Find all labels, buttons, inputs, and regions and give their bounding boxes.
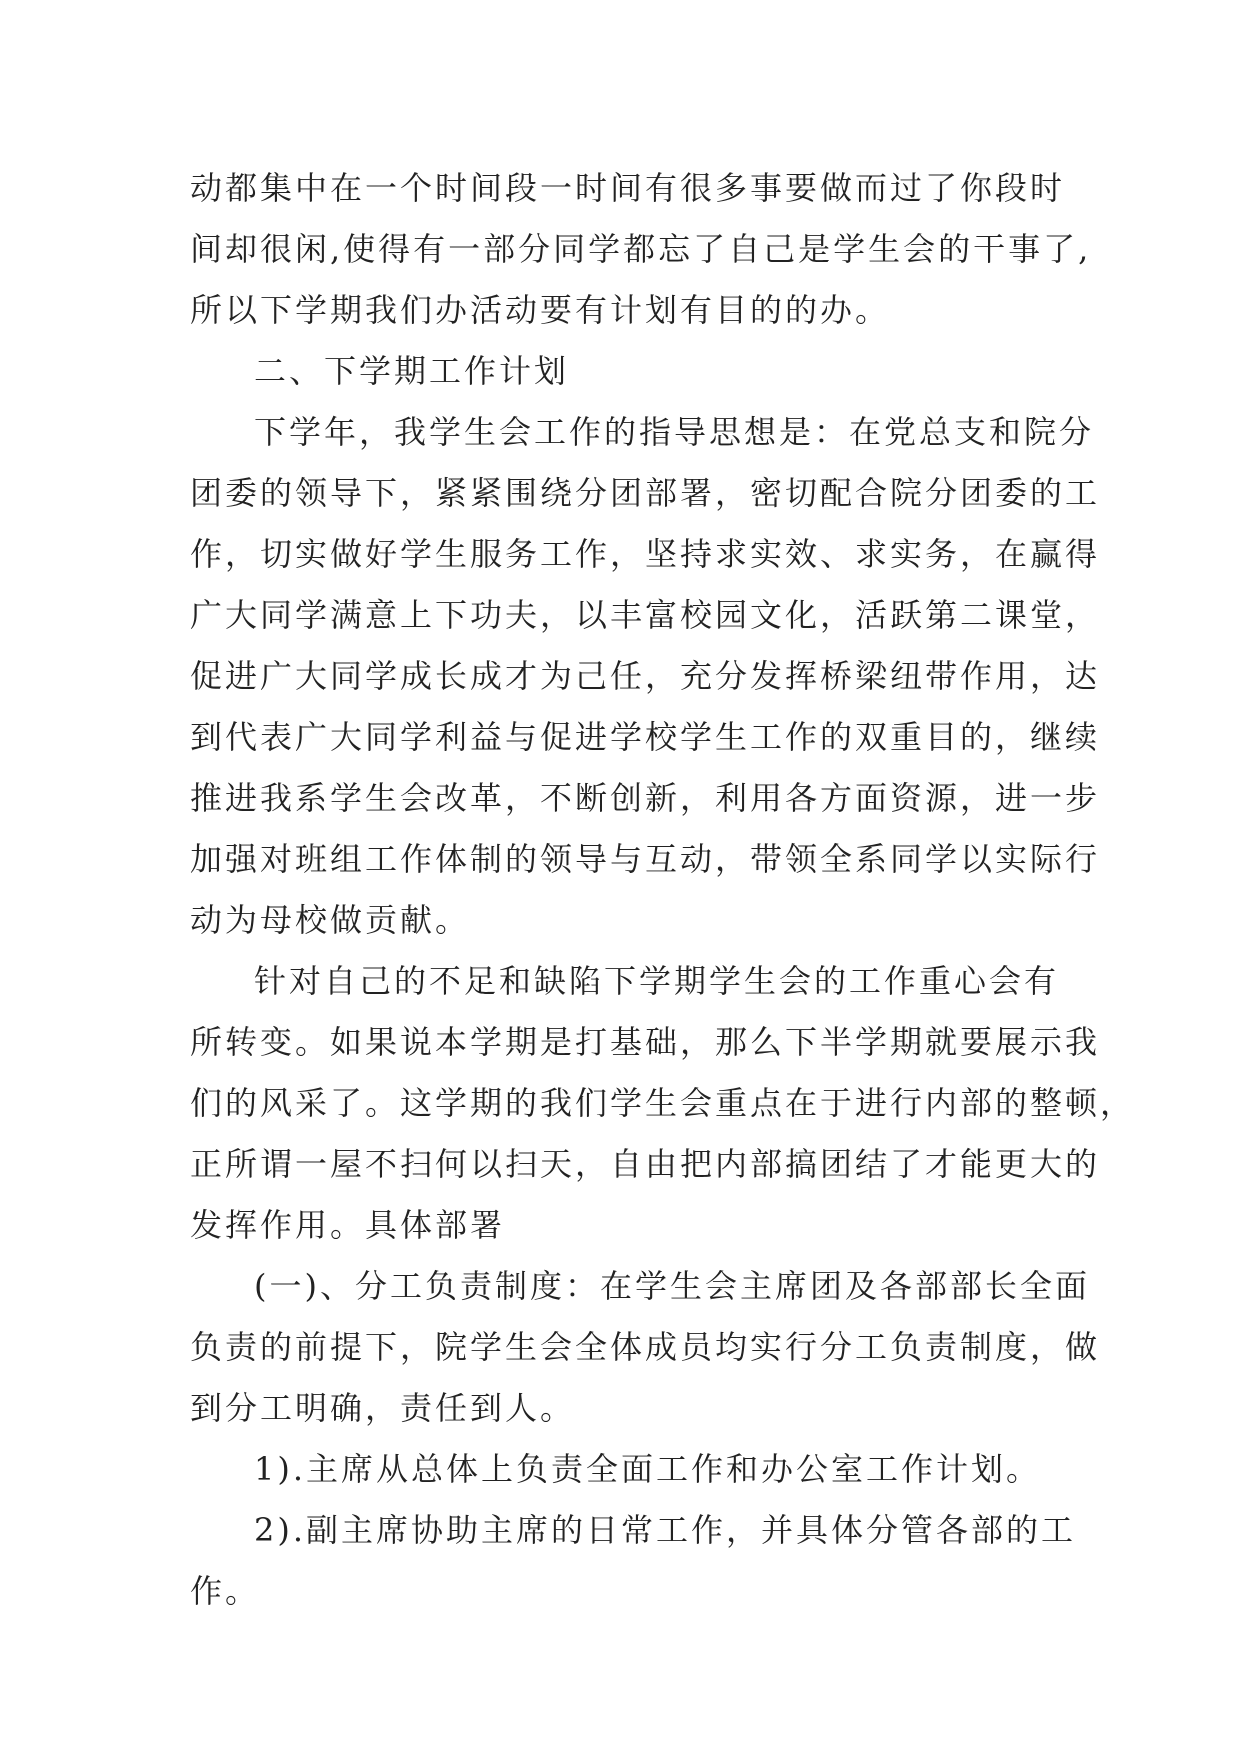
text-line: 下学年，我学生会工作的指导思想是：在党总支和院分 [254,413,1095,451]
document-body [190,158,1136,1622]
text-line: 负责的前提下，院学生会全体成员均实行分工负责制度，做 [190,1328,1101,1366]
text-line: 们的风采了。这学期的我们学生会重点在于进行内部的整顿， [190,1084,1136,1122]
paragraph-division-of-labor [190,1256,1101,1439]
text-line: 到代表广大同学利益与促进学校学生工作的双重目的，继续 [190,718,1101,756]
text-line: 所转变。如果说本学期是打基础，那么下半学期就要展示我 [190,1023,1101,1061]
text-line: 1).主席从总体上负责全面工作和办公室工作计划。 [254,1450,1042,1488]
text-line: 针对自己的不足和缺陷下学期学生会的工作重心会有 [254,962,1060,1000]
text-line: 动都集中在一个时间段一时间有很多事要做而过了你段时 [190,169,1066,207]
text-line: 到分工明确，责任到人。 [190,1389,576,1427]
text-line: 正所谓一屋不扫何以扫天，自由把内部搞团结了才能更大的 [190,1145,1101,1183]
heading-line: 二、下学期工作计划 [254,352,570,390]
paragraph-guiding-principle [190,402,1101,951]
text-line: 所以下学期我们办活动要有计划有目的的办。 [190,291,891,329]
paragraph-continuation [190,158,1090,341]
text-line: 加强对班组工作体制的领导与互动，带领全系同学以实际行 [190,840,1101,878]
list-item-vice-chairman [190,1500,1090,1622]
text-line: 促进广大同学成长成才为己任，充分发挥桥梁纽带作用，达 [190,657,1101,695]
section-heading [190,341,1090,402]
text-line: 作，切实做好学生服务工作，坚持求实效、求实务，在赢得 [190,535,1101,573]
text-line: 团委的领导下，紧紧围绕分团部署，密切配合院分团委的工 [190,474,1101,512]
list-item-chairman [190,1439,1090,1500]
text-line: 作。 [190,1572,261,1610]
text-line: 推进我系学生会改革，不断创新，利用各方面资源，进一步 [190,779,1101,817]
text-line: 发挥作用。具体部署 [190,1206,506,1244]
text-line: 间却很闲,使得有一部分同学都忘了自己是学生会的干事了, [190,230,1092,268]
text-line: 动为母校做贡献。 [190,901,471,939]
text-line: (一)、分工负责制度：在学生会主席团及各部部长全面 [254,1267,1090,1305]
paragraph-focus-shift [190,951,1136,1256]
text-line: 广大同学满意上下功夫，以丰富校园文化，活跃第二课堂， [190,596,1101,634]
text-line: 2).副主席协助主席的日常工作，并具体分管各部的工 [254,1511,1077,1549]
